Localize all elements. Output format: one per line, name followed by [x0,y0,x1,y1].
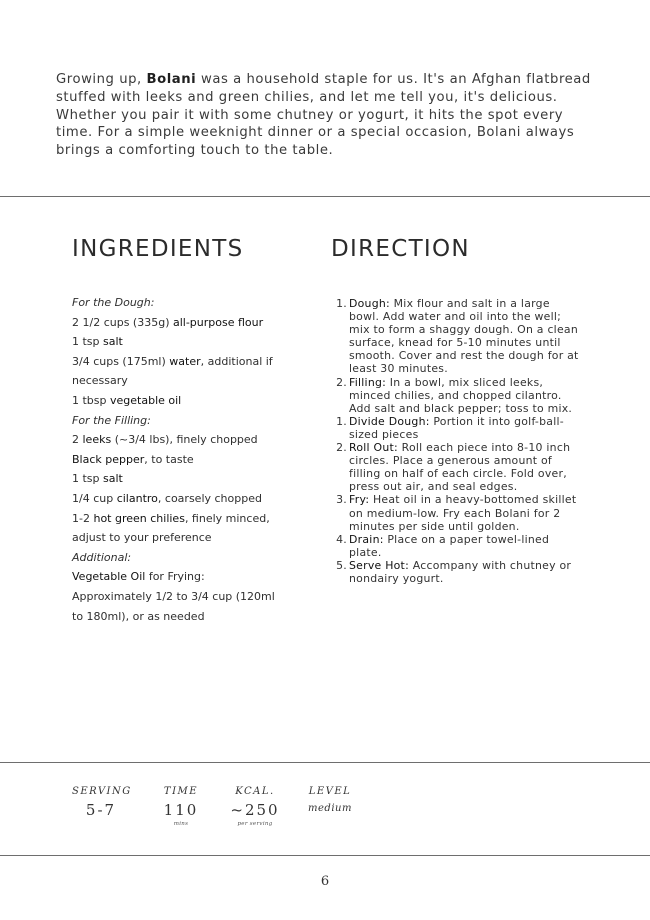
page-number: 6 [320,874,330,889]
step-text: Place on a paper towel-lined plate. [349,532,550,559]
time-value: 110 [163,801,199,819]
ingredient-text-before: 1 tsp [72,335,104,349]
direction-step [333,493,583,532]
ingredient-text-before: 1 tsp [72,472,104,486]
stats-top-divider [0,762,650,763]
ingredient-name: vegetable oil [110,393,182,407]
direction-step [333,441,583,493]
ingredient-line [72,430,297,450]
kcal-value: ~250 [230,801,280,819]
time-stat [157,786,205,827]
ingredient-text-before: 1 tbsp [72,393,111,407]
subheading-text: Additional: [72,550,132,564]
ingredient-text-before: to 180ml), or as needed [72,609,205,623]
serving-value: 5-7 [85,801,117,819]
ingredient-text-before: necessary [72,374,128,388]
kcal-label: KCAL. [235,786,275,797]
direction-step [333,415,583,441]
step-text: In a bowl, mix sliced leeks, minced chilies, and chopped cilantro. Add salt and black pepper; toss to mix. [349,375,573,415]
ingredient-subheading [72,548,297,568]
step-title: Dough: [349,297,390,310]
ingredient-name: Vegetable Oil [72,570,146,584]
directions-list [333,297,583,585]
direction-step [333,533,583,559]
top-divider [0,196,650,197]
ingredient-text-before: 1/4 cup [72,491,117,505]
step-number: 1. [336,297,347,310]
ingredient-line [72,313,297,333]
ingredient-line [72,450,297,470]
ingredient-name: salt [103,335,123,349]
ingredient-text-before: 1-2 [72,511,94,525]
recipe-name: Bolani [146,72,197,87]
ingredient-text-before: 2 1/2 cups (335g) [72,315,173,329]
ingredient-line [72,528,297,548]
direction-heading: DIRECTION [331,236,470,262]
ingredient-name: salt [103,472,123,486]
step-number: 2. [336,375,347,389]
ingredient-text-after: , coarsely chopped [157,491,262,505]
ingredient-line [72,587,297,607]
step-text: Heat oil in a heavy-bottomed skillet on medium-low. Fry each Bolani for 2 minutes per side until golden. [349,493,577,533]
intro-paragraph [56,71,601,160]
step-text: Accompany with chutney or nondairy yogurt. [349,558,572,585]
ingredient-name: cilantro [116,491,158,505]
level-label: LEVEL [308,786,352,797]
step-title: Drain: [349,532,384,546]
ingredient-line [72,371,297,391]
ingredient-line [72,607,297,627]
step-text: Roll each piece into 8-10 inch circles. Place a generous amount of filling on half of each circle. Fold over, press out air, and seal edges. [349,441,571,494]
subheading-text: For the Dough: [72,296,155,309]
serving-label: SERVING [72,786,132,797]
ingredient-text-after: for Frying: [145,570,205,584]
ingredient-text-before: adjust to your preference [72,531,212,545]
step-title: Roll Out: [349,441,398,455]
ingredient-text-before: Approximately 1/2 to 3/4 cup (120ml [72,589,275,603]
step-title: Serve Hot: [349,558,409,572]
serving-stat [72,786,130,819]
ingredients-heading: INGREDIENTS [72,236,244,262]
direction-step [333,376,583,415]
ingredient-name: water [169,354,201,368]
kcal-unit: per serving [237,821,273,827]
ingredient-name: all-purpose flour [172,315,264,329]
ingredient-text-before: 2 [72,433,83,447]
intro-prefix: Growing up, [56,72,147,87]
ingredient-subheading [72,411,297,431]
ingredient-name: Black pepper [72,452,145,466]
step-text: Mix flour and salt in a large bowl. Add water and oil into the well; mix to form a shaggy dough. On a clean surface, knead for 5-10 minutes until smooth. Cover and rest the dough for at least 30 minutes. [349,297,579,376]
step-number: 1. [336,414,347,428]
ingredient-name: hot green chilies [93,511,185,525]
step-number: 4. [336,532,347,546]
time-unit: mins [173,821,189,827]
step-title: Divide Dough: [349,414,430,428]
ingredient-text-after: (~3/4 lbs), finely chopped [111,433,258,447]
step-number: 2. [336,441,347,455]
intro-text: was a household staple for us. It's an Afghan flatbread stuffed with leeks and green chilies, and let me tell you, it's delicious. Whether you pair it with some chutney or yogurt, it hits the spot every time. For a simple weeknight dinner or a special occasion, Bolani always brings a comforting touch to the table. [56,72,591,159]
recipe-stats [0,786,650,836]
ingredient-text-before: 3/4 cups (175ml) [72,354,170,368]
ingredient-text-after: , finely minced, [184,511,270,525]
ingredient-line [72,352,297,372]
ingredient-line [72,567,297,587]
level-stat [302,786,358,814]
ingredient-text-after: , additional if [200,354,273,368]
time-label: TIME [163,786,199,797]
ingredients-list [72,293,297,626]
step-text: Portion it into golf-ball-sized pieces [349,414,564,441]
footer-divider [0,855,650,856]
step-title: Fry: [349,493,370,507]
ingredient-line [72,509,297,529]
step-number: 5. [336,558,347,572]
ingredient-subheading [72,293,297,313]
direction-step [333,297,583,376]
ingredient-line [72,469,297,489]
kcal-stat [226,786,284,827]
ingredient-text-after: , to taste [144,452,194,466]
ingredient-line [72,332,297,352]
ingredient-line [72,391,297,411]
ingredient-name: leeks [82,433,112,447]
subheading-text: For the Filling: [72,413,151,427]
direction-step [333,559,583,585]
step-title: Filling: [349,375,387,389]
step-number: 3. [336,493,347,507]
ingredient-line [72,489,297,509]
level-value: medium [308,803,352,814]
